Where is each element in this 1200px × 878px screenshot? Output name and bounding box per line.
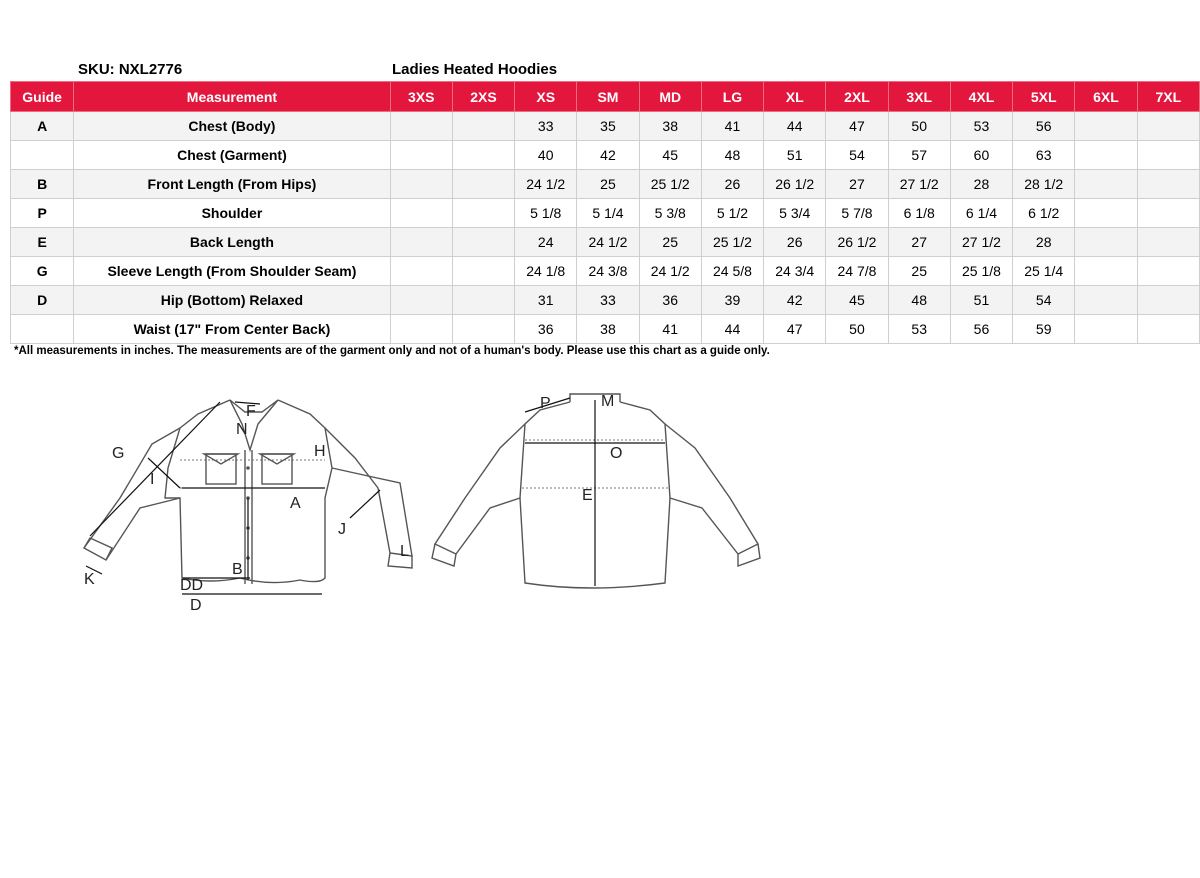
value-cell: 41 — [639, 315, 701, 344]
value-cell: 27 1/2 — [888, 170, 950, 199]
label-o: O — [610, 445, 623, 462]
value-cell: 40 — [515, 141, 577, 170]
header-size-4xl: 4XL — [950, 82, 1012, 112]
value-cell — [1075, 170, 1137, 199]
label-i: I — [150, 471, 155, 488]
label-f: F — [246, 403, 256, 420]
value-cell: 24 1/2 — [515, 170, 577, 199]
value-cell — [1075, 286, 1137, 315]
value-cell: 5 3/8 — [639, 199, 701, 228]
value-cell: 5 7/8 — [826, 199, 888, 228]
table-row — [11, 257, 1200, 286]
value-cell: 26 — [764, 228, 826, 257]
header-guide: Guide — [11, 82, 74, 112]
header-size-7xl: 7XL — [1137, 82, 1199, 112]
measurement-note: *All measurements in inches. The measurements are of the garment only and not of a human's body. Please use this chart as a guide only. — [14, 345, 770, 357]
value-cell — [452, 257, 514, 286]
value-cell — [1137, 170, 1199, 199]
value-cell: 28 — [1013, 228, 1075, 257]
value-cell: 6 1/2 — [1013, 199, 1075, 228]
value-cell — [1137, 257, 1199, 286]
header-size-5xl: 5XL — [1013, 82, 1075, 112]
header-size-xs: XS — [515, 82, 577, 112]
size-chart-table — [10, 81, 1200, 344]
label-p: P — [540, 395, 551, 412]
header-size-md: MD — [639, 82, 701, 112]
label-l: L — [400, 543, 409, 560]
header-measurement: Measurement — [74, 82, 390, 112]
value-cell: 26 — [701, 170, 763, 199]
table-row — [11, 286, 1200, 315]
value-cell: 50 — [888, 112, 950, 141]
value-cell — [390, 315, 452, 344]
value-cell: 42 — [577, 141, 639, 170]
label-d: D — [190, 597, 202, 614]
value-cell: 25 — [888, 257, 950, 286]
value-cell: 27 — [826, 170, 888, 199]
value-cell — [452, 228, 514, 257]
value-cell: 41 — [701, 112, 763, 141]
value-cell: 24 3/4 — [764, 257, 826, 286]
value-cell: 28 1/2 — [1013, 170, 1075, 199]
measurement-cell: Chest (Garment) — [74, 141, 390, 170]
label-h: H — [314, 443, 326, 460]
value-cell — [1137, 286, 1199, 315]
value-cell: 5 1/4 — [577, 199, 639, 228]
label-a: A — [290, 495, 301, 512]
value-cell — [390, 199, 452, 228]
value-cell: 47 — [764, 315, 826, 344]
value-cell: 24 — [515, 228, 577, 257]
value-cell: 48 — [701, 141, 763, 170]
value-cell: 24 3/8 — [577, 257, 639, 286]
value-cell: 44 — [701, 315, 763, 344]
table-row — [11, 141, 1200, 170]
value-cell: 28 — [950, 170, 1012, 199]
value-cell: 38 — [577, 315, 639, 344]
value-cell — [390, 112, 452, 141]
value-cell — [452, 286, 514, 315]
guide-cell: E — [11, 228, 74, 257]
label-k: K — [84, 571, 95, 588]
value-cell: 44 — [764, 112, 826, 141]
value-cell: 51 — [764, 141, 826, 170]
value-cell: 25 1/8 — [950, 257, 1012, 286]
value-cell: 54 — [826, 141, 888, 170]
value-cell: 63 — [1013, 141, 1075, 170]
value-cell: 56 — [950, 315, 1012, 344]
guide-cell: D — [11, 286, 74, 315]
label-n: N — [236, 421, 248, 438]
value-cell: 35 — [577, 112, 639, 141]
guide-cell: A — [11, 112, 74, 141]
value-cell — [1137, 199, 1199, 228]
label-j: J — [338, 521, 346, 538]
guide-cell — [11, 315, 74, 344]
value-cell — [1137, 315, 1199, 344]
value-cell: 45 — [826, 286, 888, 315]
value-cell: 33 — [515, 112, 577, 141]
measurement-cell: Back Length — [74, 228, 390, 257]
label-g: G — [112, 445, 125, 462]
value-cell: 26 1/2 — [764, 170, 826, 199]
sku-label: SKU: NXL2776 — [78, 61, 183, 78]
table-row — [11, 170, 1200, 199]
guide-cell — [11, 141, 74, 170]
value-cell: 5 1/8 — [515, 199, 577, 228]
value-cell: 53 — [950, 112, 1012, 141]
value-cell — [390, 228, 452, 257]
value-cell — [390, 257, 452, 286]
value-cell: 25 — [639, 228, 701, 257]
guide-cell: P — [11, 199, 74, 228]
value-cell: 33 — [577, 286, 639, 315]
value-cell: 59 — [1013, 315, 1075, 344]
value-cell — [1137, 228, 1199, 257]
value-cell — [1137, 112, 1199, 141]
header-size-xl: XL — [764, 82, 826, 112]
value-cell: 53 — [888, 315, 950, 344]
value-cell: 24 5/8 — [701, 257, 763, 286]
value-cell: 31 — [515, 286, 577, 315]
value-cell — [1075, 257, 1137, 286]
header-size-lg: LG — [701, 82, 763, 112]
measurement-cell: Chest (Body) — [74, 112, 390, 141]
value-cell: 27 — [888, 228, 950, 257]
value-cell — [1075, 228, 1137, 257]
chart-title: Ladies Heated Hoodies — [392, 61, 558, 78]
value-cell: 50 — [826, 315, 888, 344]
label-e: E — [582, 487, 593, 504]
value-cell: 56 — [1013, 112, 1075, 141]
value-cell — [1075, 199, 1137, 228]
value-cell: 42 — [764, 286, 826, 315]
label-dd: DD — [180, 577, 204, 594]
value-cell: 24 1/8 — [515, 257, 577, 286]
value-cell — [452, 141, 514, 170]
value-cell — [452, 170, 514, 199]
guide-cell: G — [11, 257, 74, 286]
table-row — [11, 228, 1200, 257]
value-cell: 25 1/2 — [639, 170, 701, 199]
measurement-cell: Shoulder — [74, 199, 390, 228]
value-cell — [390, 286, 452, 315]
value-cell: 36 — [515, 315, 577, 344]
measurement-cell: Hip (Bottom) Relaxed — [74, 286, 390, 315]
value-cell: 51 — [950, 286, 1012, 315]
value-cell: 25 — [577, 170, 639, 199]
value-cell: 24 1/2 — [577, 228, 639, 257]
table-header-row — [11, 82, 1200, 112]
value-cell: 25 1/4 — [1013, 257, 1075, 286]
value-cell: 24 7/8 — [826, 257, 888, 286]
value-cell: 48 — [888, 286, 950, 315]
header-size-3xl: 3XL — [888, 82, 950, 112]
label-m: M — [601, 393, 615, 410]
value-cell — [452, 112, 514, 141]
value-cell — [452, 199, 514, 228]
value-cell: 26 1/2 — [826, 228, 888, 257]
header-size-6xl: 6XL — [1075, 82, 1137, 112]
value-cell: 57 — [888, 141, 950, 170]
value-cell: 47 — [826, 112, 888, 141]
value-cell — [390, 141, 452, 170]
label-b: B — [232, 561, 243, 578]
garment-diagram — [70, 388, 790, 628]
measurement-cell: Front Length (From Hips) — [74, 170, 390, 199]
value-cell — [1075, 141, 1137, 170]
back-view — [432, 393, 760, 588]
value-cell: 5 3/4 — [764, 199, 826, 228]
header-size-3xs: 3XS — [390, 82, 452, 112]
guide-cell: B — [11, 170, 74, 199]
value-cell — [1075, 112, 1137, 141]
table-row — [11, 112, 1200, 141]
value-cell: 6 1/8 — [888, 199, 950, 228]
header-size-2xl: 2XL — [826, 82, 888, 112]
value-cell: 39 — [701, 286, 763, 315]
value-cell: 54 — [1013, 286, 1075, 315]
measurement-cell: Waist (17" From Center Back) — [74, 315, 390, 344]
value-cell — [452, 315, 514, 344]
table-row — [11, 199, 1200, 228]
header-size-sm: SM — [577, 82, 639, 112]
value-cell: 5 1/2 — [701, 199, 763, 228]
value-cell: 45 — [639, 141, 701, 170]
value-cell: 6 1/4 — [950, 199, 1012, 228]
value-cell — [1137, 141, 1199, 170]
value-cell: 38 — [639, 112, 701, 141]
front-view — [84, 400, 412, 614]
value-cell: 24 1/2 — [639, 257, 701, 286]
value-cell: 60 — [950, 141, 1012, 170]
header-size-2xs: 2XS — [452, 82, 514, 112]
value-cell — [390, 170, 452, 199]
measurement-cell: Sleeve Length (From Shoulder Seam) — [74, 257, 390, 286]
value-cell: 25 1/2 — [701, 228, 763, 257]
value-cell: 27 1/2 — [950, 228, 1012, 257]
value-cell — [1075, 315, 1137, 344]
value-cell: 36 — [639, 286, 701, 315]
table-row — [11, 315, 1200, 344]
